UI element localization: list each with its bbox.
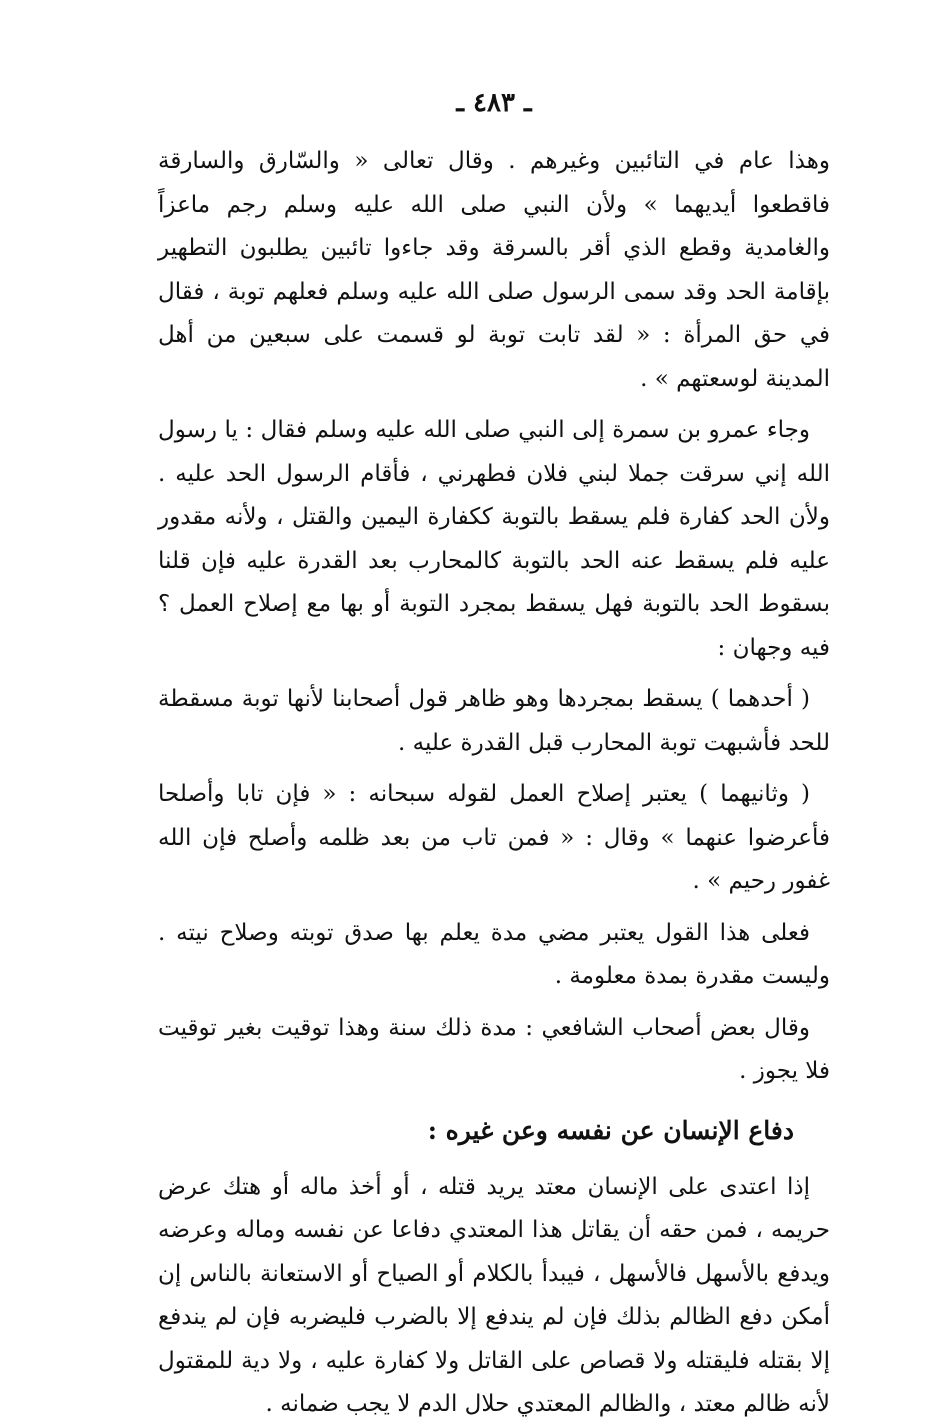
paragraph-second-view: ( وثانيهما ) يعتبر إصلاح العمل لقوله سبحانه : « فإن تابا وأصلحا فأعرضوا عنهما » وقال : « فمن تاب من بعد ظلمه وأصلح فإن الله غفور رحيم » . <box>158 781 830 894</box>
paragraph-shafii-view: وقال بعض أصحاب الشافعي : مدة ذلك سنة وهذا توقيت بغير توقيت فلا يجوز . <box>158 1014 830 1084</box>
page-number: ـ ٤٨٣ ـ <box>456 88 532 118</box>
paragraph-repentance-general: وهذا عام في التائبين وغيرهم . وقال تعالى « والسّارق والسارقة فاقطعوا أيديهما » ولأن النبي صلى الله عليه وسلم رجم ماعزاً والغامدية وقطع الذي أقر بالسرقة وقد جاءوا تائبين يطلبون التطهير بإقامة الحد وقد سمى الرسول صلى الله عليه وسلم فعلهم توبة ، فقال في حق المرأة : « لقد تابت توبة لو قسمت على سبعين من أهل المدينة لوسعتهم » . <box>158 148 830 392</box>
paragraph-amr-ibn-samura: وجاء عمرو بن سمرة إلى النبي صلى الله عليه وسلم فقال : يا رسول الله إني سرقت جملا لبني فلان فطهرني ، فأقام الرسول الحد عليه . ولأن الحد كفارة فلم يسقط بالتوبة ككفارة اليمين والقتل ، ولأنه مقدور عليه فلم يسقط عنه الحد بالتوبة كالمحارب بعد القدرة عليه فإن قلنا بسقوط الحد بالتوبة فهل يسقط بمجرد التوبة أو بها مع إصلاح العمل ؟ فيه وجهان : <box>158 417 830 661</box>
section-heading-self-defense: دفاع الإنسان عن نفسه وعن غيره : <box>427 1115 794 1145</box>
paragraph-self-defense: إذا اعتدى على الإنسان معتد يريد قتله ، أو أخذ ماله أو هتك عرض حريمه ، فمن حقه أن يقاتل هذا المعتدي دفاعا عن نفسه وماله وعرضه ويدفع بالأسهل فالأسهل ، فيبدأ بالكلام أو الصياح أو الاستعانة بالناس إن أمكن دفع الظالم بذلك فإن لم يندفع إلا بالضرب فليضربه فإن لم يندفع إلا بقتله فليقتله ولا قصاص على القاتل ولا كفارة عليه ، ولا دية للمقتول لأنه ظالم معتد ، والظالم المعتدي حلال الدم لا يجب ضمانه . <box>158 1173 830 1417</box>
paragraph-waiting-period: فعلى هذا القول يعتبر مضي مدة يعلم بها صدق توبته وصلاح نيته . وليست مقدرة بمدة معلومة . <box>158 919 830 989</box>
paragraph-first-view: ( أحدهما ) يسقط بمجردها وهو ظاهر قول أصحابنا لأنها توبة مسقطة للحد فأشبهت توبة المحارب قبل القدرة عليه . <box>158 686 830 756</box>
page-body <box>158 140 830 1427</box>
